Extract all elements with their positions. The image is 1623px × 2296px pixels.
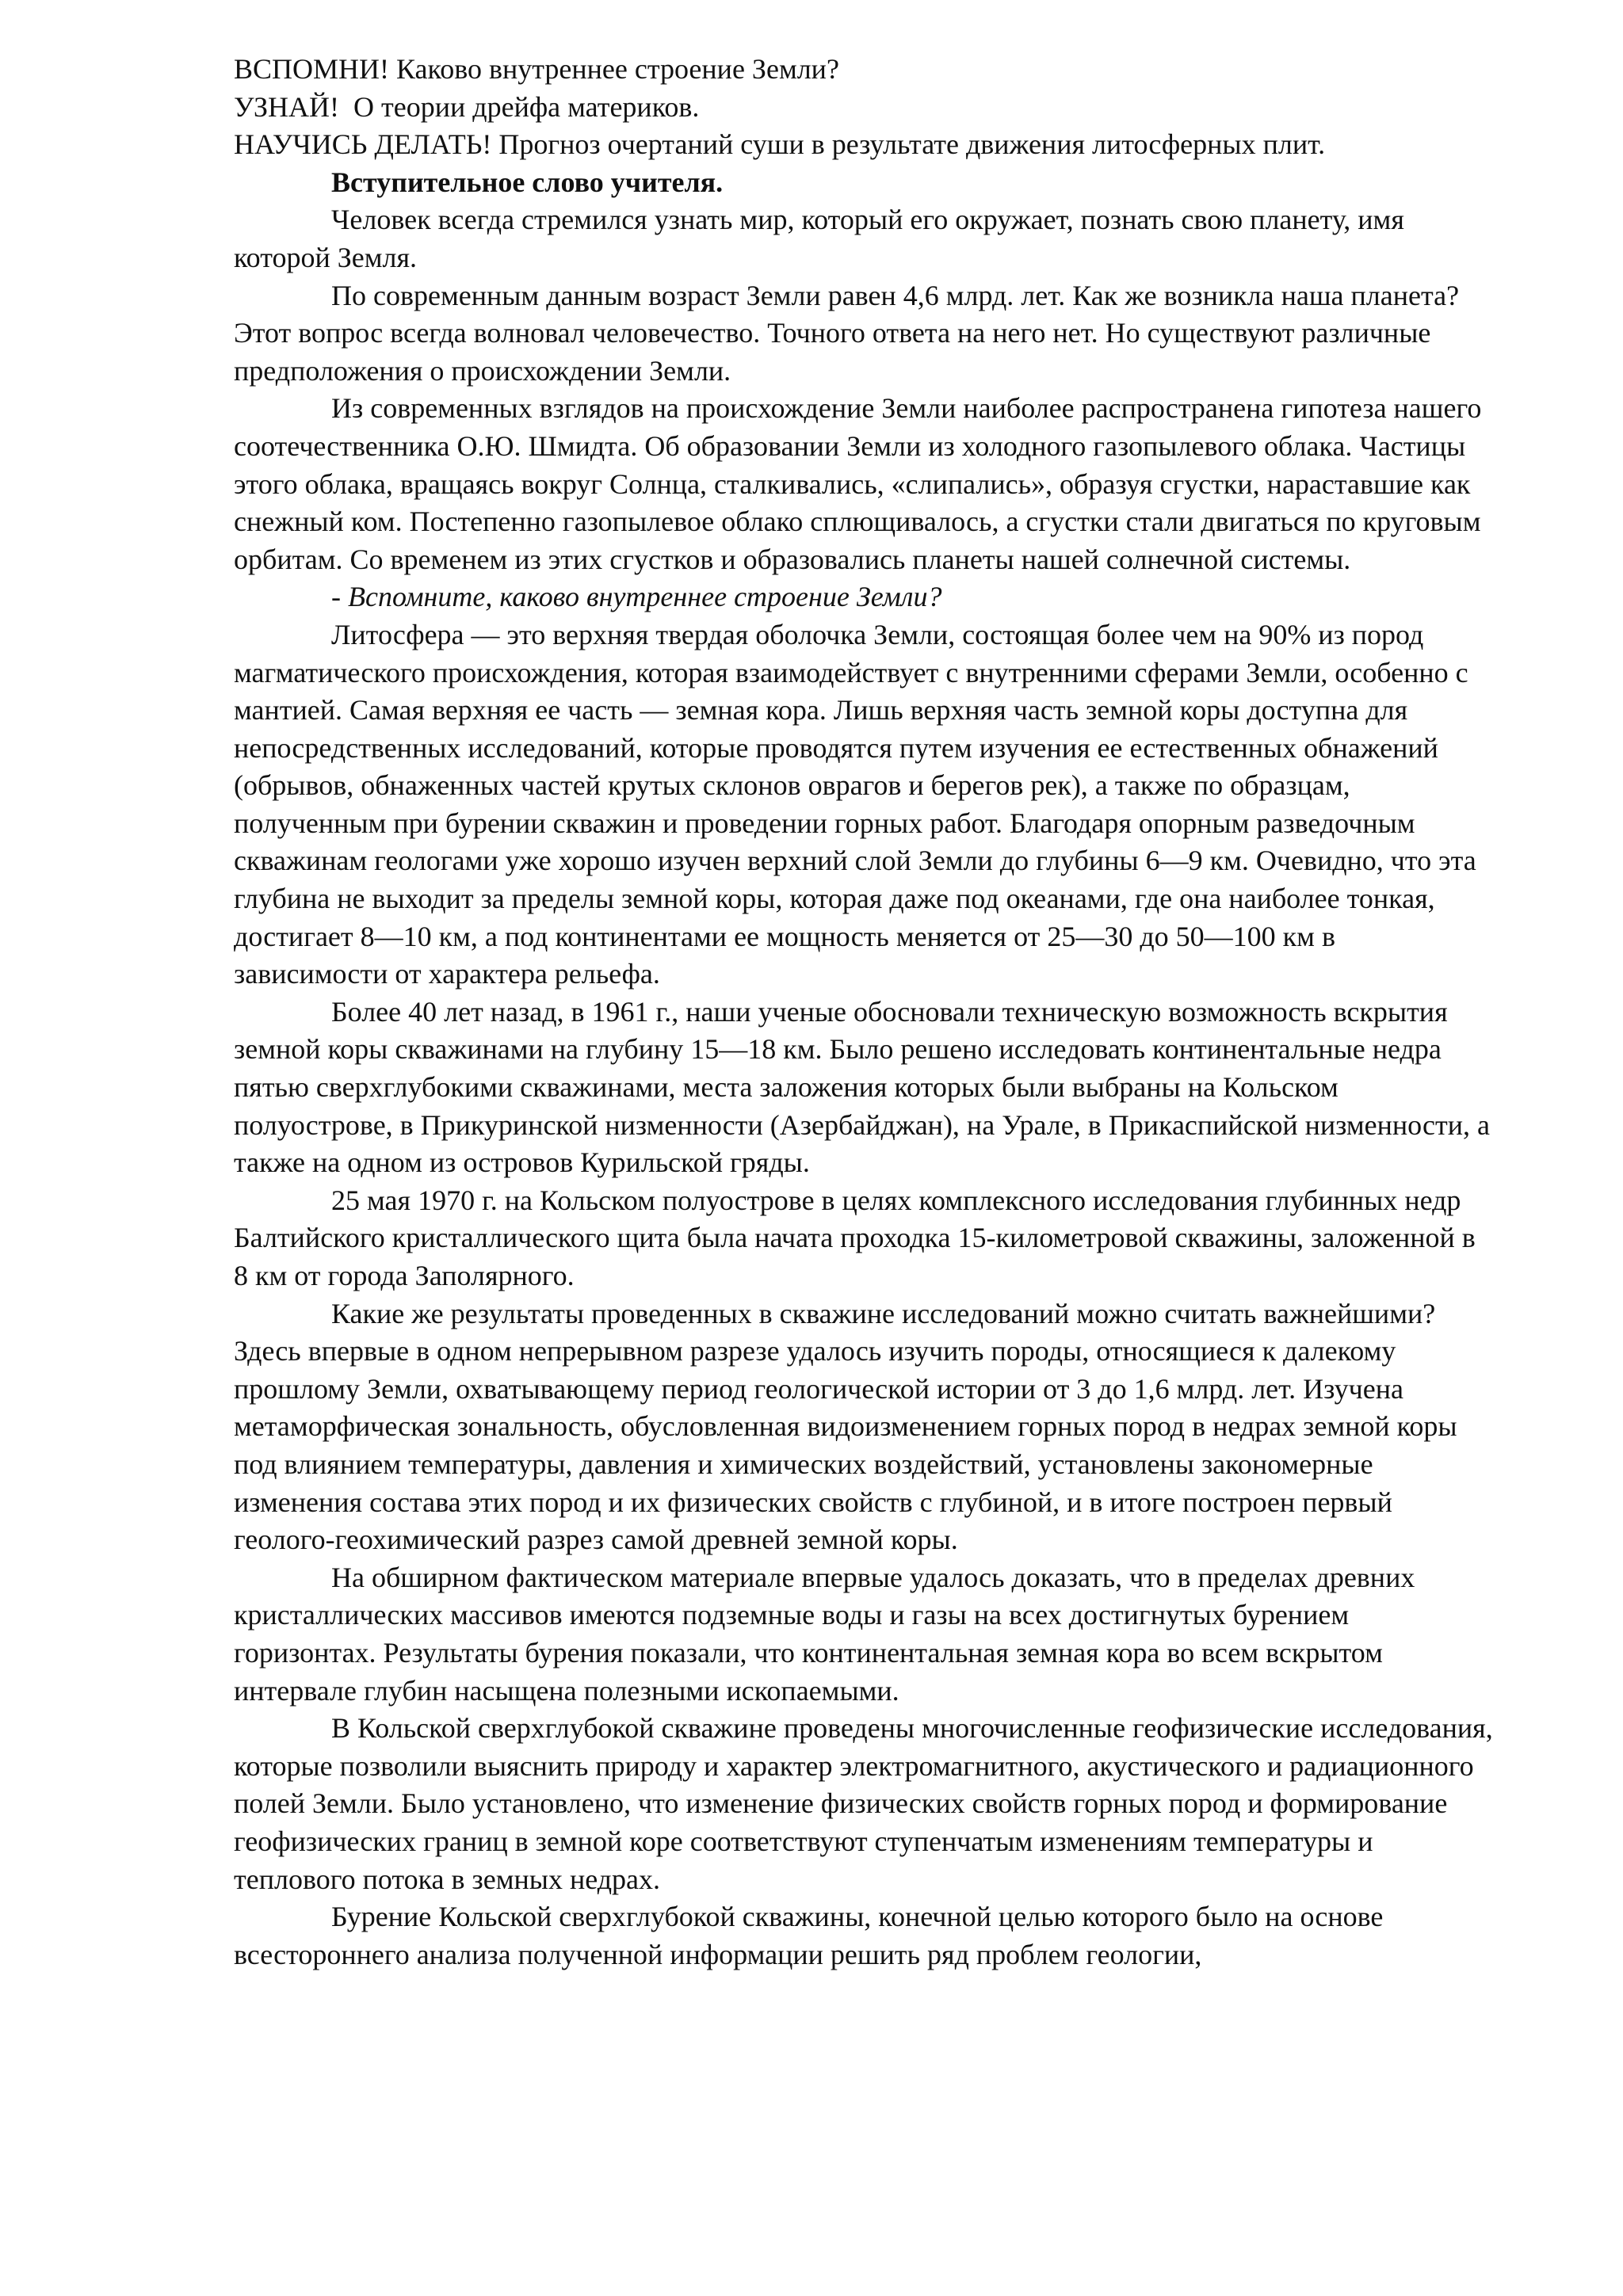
header-remember: ВСПОМНИ! Каково внутреннее строение Земли?: [234, 53, 839, 85]
paragraph: Какие же результаты проведенных в скважине исследований можно считать важнейшими? Здесь впервые в одном непрерывном разрезе удалось изучить породы, относящиеся к далекому прошлому Земли, охватывающему период геологической истории от 3 до 1,6 млрд. лет. Изучена метаморфическая зональность, обусловленная видоизменением горных пород в недрах земной коры под влиянием температуры, давления и химических воздействий, установлены закономерные изменения состава этих пород и их физических свойств с глубиной, и в итоге построен первый геолого-геохимический разрез самой древней земной коры.: [234, 1297, 1457, 1556]
header-do: НАУЧИСЬ ДЕЛАТЬ! Прогноз очертаний суши в результате движения литосферных плит.: [234, 128, 1326, 161]
document-body: [234, 51, 1494, 1974]
paragraph: Более 40 лет назад, в 1961 г., наши ученые обосновали техническую возможность вскрытия земной коры скважинами на глубину 15—18 км. Было решено исследовать континентальные недра пятью сверхглубокими скважинами, места заложения которых были выбраны на Кольском полуострове, в Прикуринской низменности (Азербайджан), на Урале, в Прикаспийской низменности, а также на одном из островов Курильской гряды.: [234, 995, 1490, 1179]
header-learn: УЗНАЙ! О теории дрейфа материков.: [234, 90, 700, 123]
question-line: - Вспомните, каково внутреннее строение Земли?: [331, 581, 942, 613]
paragraph: На обширном фактическом материале впервые удалось доказать, что в пределах древних кристаллических массивов имеются подземные воды и газы на всех достигнутых бурением горизонтах. Результаты бурения показали, что континентальная земная кора во всем вскрытом интервале глубин насыщена полезными ископаемыми.: [234, 1561, 1415, 1707]
paragraph: По современным данным возраст Земли равен 4,6 млрд. лет. Как же возникла наша планета? Этот вопрос всегда волновал человечество. Точного ответа на него нет. Но существуют различные предположения о происхождении Земли.: [234, 279, 1460, 387]
paragraph: Человек всегда стремился узнать мир, который его окружает, познать свою планету, имя которой Земля.: [234, 204, 1404, 273]
paragraph: Бурение Кольской сверхглубокой скважины, конечной целью которого было на основе всестороннего анализа полученной информации решить ряд проблем геологии,: [234, 1901, 1384, 1970]
section-heading: Вступительное слово учителя.: [331, 166, 724, 198]
paragraph: 25 мая 1970 г. на Кольском полуострове в целях комплексного исследования глубинных недр Балтийского кристаллического щита была начата проходка 15-километровой скважины, заложенной в 8 км от города Заполярного.: [234, 1184, 1476, 1291]
paragraph: Литосфера — это верхняя твердая оболочка Земли, состоящая более чем на 90% из пород магматического происхождения, которая взаимодействует с внутренними сферами Земли, особенно с мантией. Самая верхняя ее часть — земная кора. Лишь верхняя часть земной коры доступна для непосредственных исследований, которые проводятся путем изучения ее естественных обнажений (обрывов, обнаженных частей крутых склонов оврагов и берегов рек), а также по образцам, полученным при бурении скважин и проведении горных работ. Благодаря опорным разведочным скважинам геологами уже хорошо изучен верхний слой Земли до глубины 6—9 км. Очевидно, что эта глубина не выходит за пределы земной коры, которая даже под океанами, где она наиболее тонкая, достигает 8—10 км, а под континентами ее мощность меняется от 25—30 до 50—100 км в зависимости от характера рельефа.: [234, 618, 1476, 990]
paragraph: Из современных взглядов на происхождение Земли наиболее распространена гипотеза нашего соотечественника О.Ю. Шмидта. Об образовании Земли из холодного газопылевого облака. Частицы этого облака, вращаясь вокруг Солнца, сталкивались, «слипались», образуя сгустки, нараставшие как снежный ком. Постепенно газопылевое облако сплющивалось, а сгустки стали двигаться по круговым орбитам. Со временем из этих сгустков и образовались планеты нашей солнечной системы.: [234, 392, 1482, 575]
paragraph: В Кольской сверхглубокой скважине проведены многочисленные геофизические исследования, которые позволили выяснить природу и характер электромагнитного, акустического и радиационного полей Земли. Было установлено, что изменение физических свойств горных пород и формирование геофизических границ в земной коре соответствуют ступенчатым изменениям температуры и теплового потока в земных недрах.: [234, 1712, 1493, 1895]
